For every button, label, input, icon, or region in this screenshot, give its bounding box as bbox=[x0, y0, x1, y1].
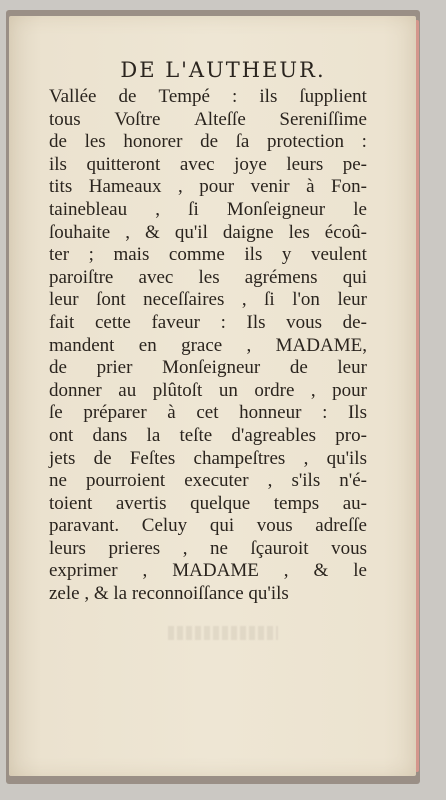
running-head: DE L'AUTHEUR. bbox=[120, 58, 326, 82]
text-line: ont dans la teſte d'agreables pro- bbox=[49, 424, 367, 446]
text-line: fait cette faveur : Ils vous de- bbox=[49, 311, 367, 333]
text-line: jets de Feſtes champeſtres , qu'ils bbox=[49, 447, 367, 469]
text-line: leurs prieres , ne ſçauroit vous bbox=[49, 537, 367, 559]
text-line: ſouhaite , & qu'il daigne les écoû- bbox=[49, 221, 367, 243]
text-line: paravant. Celuy qui vous adreſſe bbox=[49, 515, 367, 537]
text-line: paroiſtre avec les agrémens qui bbox=[49, 266, 367, 288]
text-line: donner au plûtoſt un ordre , pour bbox=[49, 379, 367, 401]
text-line: ils quitteront avec joye leurs pe- bbox=[49, 153, 367, 175]
text-line: Vallée de Tempé : ils ſupplient bbox=[49, 86, 367, 107]
text-line: de les honorer de ſa protection : bbox=[49, 131, 367, 153]
text-line: tits Hameaux , pour venir à Fon- bbox=[49, 176, 367, 198]
show-through-smudge bbox=[168, 626, 278, 640]
text-line: leur ſont neceſſaires , ſi l'on leur bbox=[49, 289, 367, 311]
text-line: mandent en grace , MADAME, bbox=[49, 334, 367, 356]
text-line: ne pourroient executer , s'ils n'é- bbox=[49, 470, 367, 492]
text-line: zele , & la reconnoiſſance qu'ils bbox=[49, 583, 289, 605]
text-line: de prier Monſeigneur de leur bbox=[49, 357, 367, 379]
text-line: tainebleau , ſi Monſeigneur le bbox=[49, 198, 367, 220]
text-line: tous Voſtre Alteſſe Sereniſſime bbox=[49, 108, 367, 130]
body-text bbox=[49, 86, 367, 606]
text-line: exprimer , MADAME , & le bbox=[49, 560, 367, 582]
text-line: ter ; mais comme ils y veulent bbox=[49, 244, 367, 266]
text-line: toient avertis quelque temps au- bbox=[49, 492, 367, 514]
page-edge bbox=[416, 20, 419, 772]
text-line: ſe préparer à cet honneur : Ils bbox=[49, 402, 367, 424]
